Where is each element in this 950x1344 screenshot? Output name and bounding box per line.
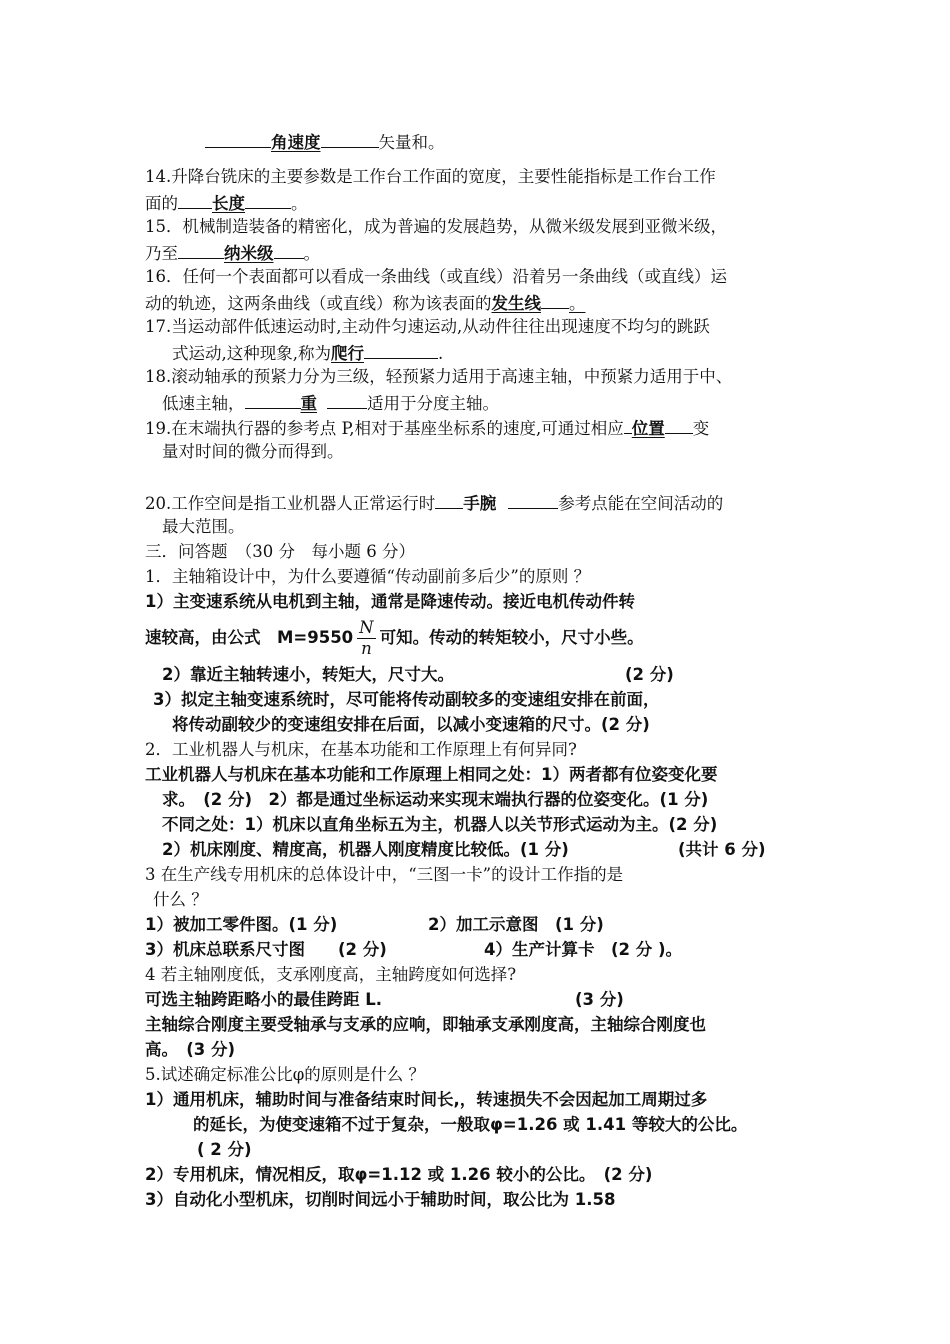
- q16-line1: 16．任何一个表面都可以看成一条曲线（或直线）沿着另一条曲线（或直线）运: [145, 267, 727, 286]
- q20-suffix: 参考点能在空间活动的: [558, 494, 724, 513]
- blank-underline: [541, 290, 569, 309]
- q5-answer-line4: 2）专用机床，情况相反，取φ=1.12 或 1.26 较小的公比。 (2 分): [145, 1165, 653, 1184]
- blank-underline: [178, 190, 212, 209]
- q5-answer-line2: 的延长，为使变速箱不过于复杂，一般取φ=1.26 或 1.41 等较大的公比。: [193, 1115, 748, 1134]
- q4-answer-line2: 主轴综合刚度主要受轴承与支承的应响，即轴承支承刚度高，主轴综合刚度也: [145, 1015, 706, 1034]
- q16-answer: 发生线: [491, 294, 541, 313]
- q1-question: 1．主轴箱设计中，为什么要遵循“传动副前多后少”的原则 ？: [145, 567, 591, 586]
- q5-answer-line5: 3）自动化小型机床，切削时间远小于辅助时间，取公比为 1.58: [145, 1190, 616, 1209]
- q1-answer-line3: 2）靠近主轴转速小，转矩大，尺寸大。: [162, 665, 454, 684]
- blank-underline: [364, 340, 438, 359]
- blank-underline: [274, 240, 304, 259]
- q17-line2: [172, 340, 443, 366]
- q15-prefix: 乃至: [145, 244, 178, 263]
- q4-answer-line1-score: (3 分): [575, 990, 624, 1009]
- q14-answer: 长度: [212, 194, 245, 213]
- blank-underline: [245, 390, 301, 409]
- q5-answer-line1: 1）通用机床，辅助时间与准备结束时间长,，转速损失不会因起加工周期过多: [145, 1090, 708, 1109]
- q3-answer-3: 3）机床总联系尺寸图 (2 分): [145, 940, 387, 959]
- q14-line1: 14.升降台铣床的主要参数是工作台工作面的宽度，主要性能指标是工作台工作: [145, 167, 716, 186]
- q17-prefix: 式运动,这种现象,称为: [172, 344, 331, 363]
- q2-answer-line3: 不同之处：1）机床以直角坐标五为主，机器人以关节形式运动为主。(2 分): [162, 815, 718, 834]
- q16-line2: [145, 290, 586, 316]
- q14-suffix: 。: [291, 194, 308, 213]
- q19-suffix: 变: [692, 419, 710, 438]
- q3-answer-2: 2）加工示意图 (1 分): [428, 915, 604, 934]
- q2-answer-line1: 工业机器人与机床在基本功能和工作原理上相同之处：1）两者都有位姿变化要: [145, 765, 718, 784]
- q4-question: 4 若主轴刚度低，支承刚度高，主轴跨度如何选择?: [145, 965, 517, 984]
- blank-underline: [435, 490, 463, 509]
- q15-line2: [145, 240, 320, 266]
- q3-question-line1: 3 在生产线专用机床的总体设计中，“三图一卡”的设计工作指的是: [145, 865, 624, 884]
- q13-answer: 角速度: [271, 133, 321, 152]
- q19-line1: [145, 415, 709, 441]
- q1-answer-line4: 3）拟定主轴变速系统时，尽可能将传动副较多的变速组安排在前面，: [153, 690, 660, 709]
- q18-suffix: 适用于分度主轴。: [367, 394, 499, 413]
- q14-prefix: 面的: [145, 194, 178, 213]
- q1-formula-prefix: 速较高，由公式 M=9550: [145, 628, 354, 647]
- q1-answer-line3-score: (2 分): [625, 665, 674, 684]
- q16-prefix: 动的轨迹，这两条曲线（或直线）称为该表面的: [145, 294, 492, 313]
- q2-answer-line4: 2）机床刚度、精度高，机器人刚度精度比较低。(1 分): [162, 840, 569, 859]
- blank-underline: [665, 415, 693, 434]
- q1-answer-line2: [145, 618, 644, 659]
- q15-answer: 纳米级: [224, 244, 274, 263]
- q3-answer-4: 4）生产计算卡 (2 分 )。: [484, 940, 683, 959]
- fraction-denominator: n: [361, 639, 372, 658]
- q5-question: 5.试述确定标准公比φ的原则是什么 ？: [145, 1065, 426, 1084]
- q20-answer: 手腕: [463, 494, 497, 513]
- formula-fraction: [357, 618, 375, 659]
- q13-continuation: [205, 129, 445, 155]
- q20-line1: [145, 490, 723, 516]
- q18-prefix: 低速主轴，: [162, 394, 245, 413]
- q1-formula-suffix: 可知。传动的转矩较小，尺寸小些。: [379, 628, 644, 647]
- q15-suffix: 。: [303, 244, 320, 263]
- blank-underline: [178, 240, 224, 259]
- q18-answer: 重: [300, 394, 317, 413]
- q17-answer: 爬行: [331, 344, 364, 363]
- q2-total-score: (共计 6 分): [678, 840, 766, 859]
- q4-answer-line3: 高。 (3 分): [145, 1040, 236, 1059]
- q17-line1: 17.当运动部件低速运动时,主动件匀速运动,从动件往往出现速度不均匀的跳跃: [145, 317, 710, 336]
- fraction-numerator: N: [359, 618, 374, 637]
- blank-underline: [245, 190, 291, 209]
- q13-tail: 矢量和。: [378, 133, 445, 152]
- q2-answer-line2: 求。 (2 分) 2）都是通过坐标运动来实现末端执行器的位姿变化。(1 分): [162, 790, 709, 809]
- blank-underline: [327, 390, 367, 409]
- q16-suffix: 。: [569, 294, 586, 313]
- q17-suffix: .: [438, 344, 444, 363]
- blank-underline: [624, 415, 632, 434]
- q19-line2: 量对时间的微分而得到。: [162, 442, 344, 461]
- q20-prefix: 20.工作空间是指工业机器人正常运行时: [145, 494, 436, 513]
- q14-line2: [145, 190, 308, 216]
- blank-underline: [321, 129, 379, 148]
- q4-answer-line1: 可选主轴跨距略小的最佳跨距 L.: [145, 990, 383, 1009]
- q1-answer-line5: 将传动副较少的变速组安排在后面，以减小变速箱的尺寸。(2 分): [172, 715, 650, 734]
- q20-line2: 最大范围。: [162, 517, 245, 536]
- q2-question: 2．工业机器人与机床，在基本功能和工作原理上有何异同?: [145, 740, 577, 759]
- q3-question-line2: 什么 ？: [153, 890, 208, 909]
- blank-underline: [508, 490, 558, 509]
- q1-answer-line1: 1）主变速系统从电机到主轴，通常是降速传动。接近电机传动件转: [145, 592, 635, 611]
- q5-answer-line3: ( 2 分): [197, 1140, 252, 1159]
- q3-answer-1: 1）被加工零件图。(1 分): [145, 915, 338, 934]
- q18-line1: 18.滚动轴承的预紧力分为三级，轻预紧力适用于高速主轴，中预紧力适用于中、: [145, 367, 733, 386]
- q18-line2: [162, 390, 499, 416]
- q19-prefix: 19.在末端执行器的参考点 P,相对于基座坐标系的速度,可通过相应: [145, 419, 624, 438]
- section3-heading: 三．问答题 （30 分 每小题 6 分）: [145, 542, 415, 561]
- q19-answer: 位置: [631, 419, 665, 438]
- q15-line1: 15．机械制造装备的精密化，成为普遍的发展趋势，从微米级发展到亚微米级，: [145, 217, 727, 236]
- blank-underline: [205, 129, 271, 148]
